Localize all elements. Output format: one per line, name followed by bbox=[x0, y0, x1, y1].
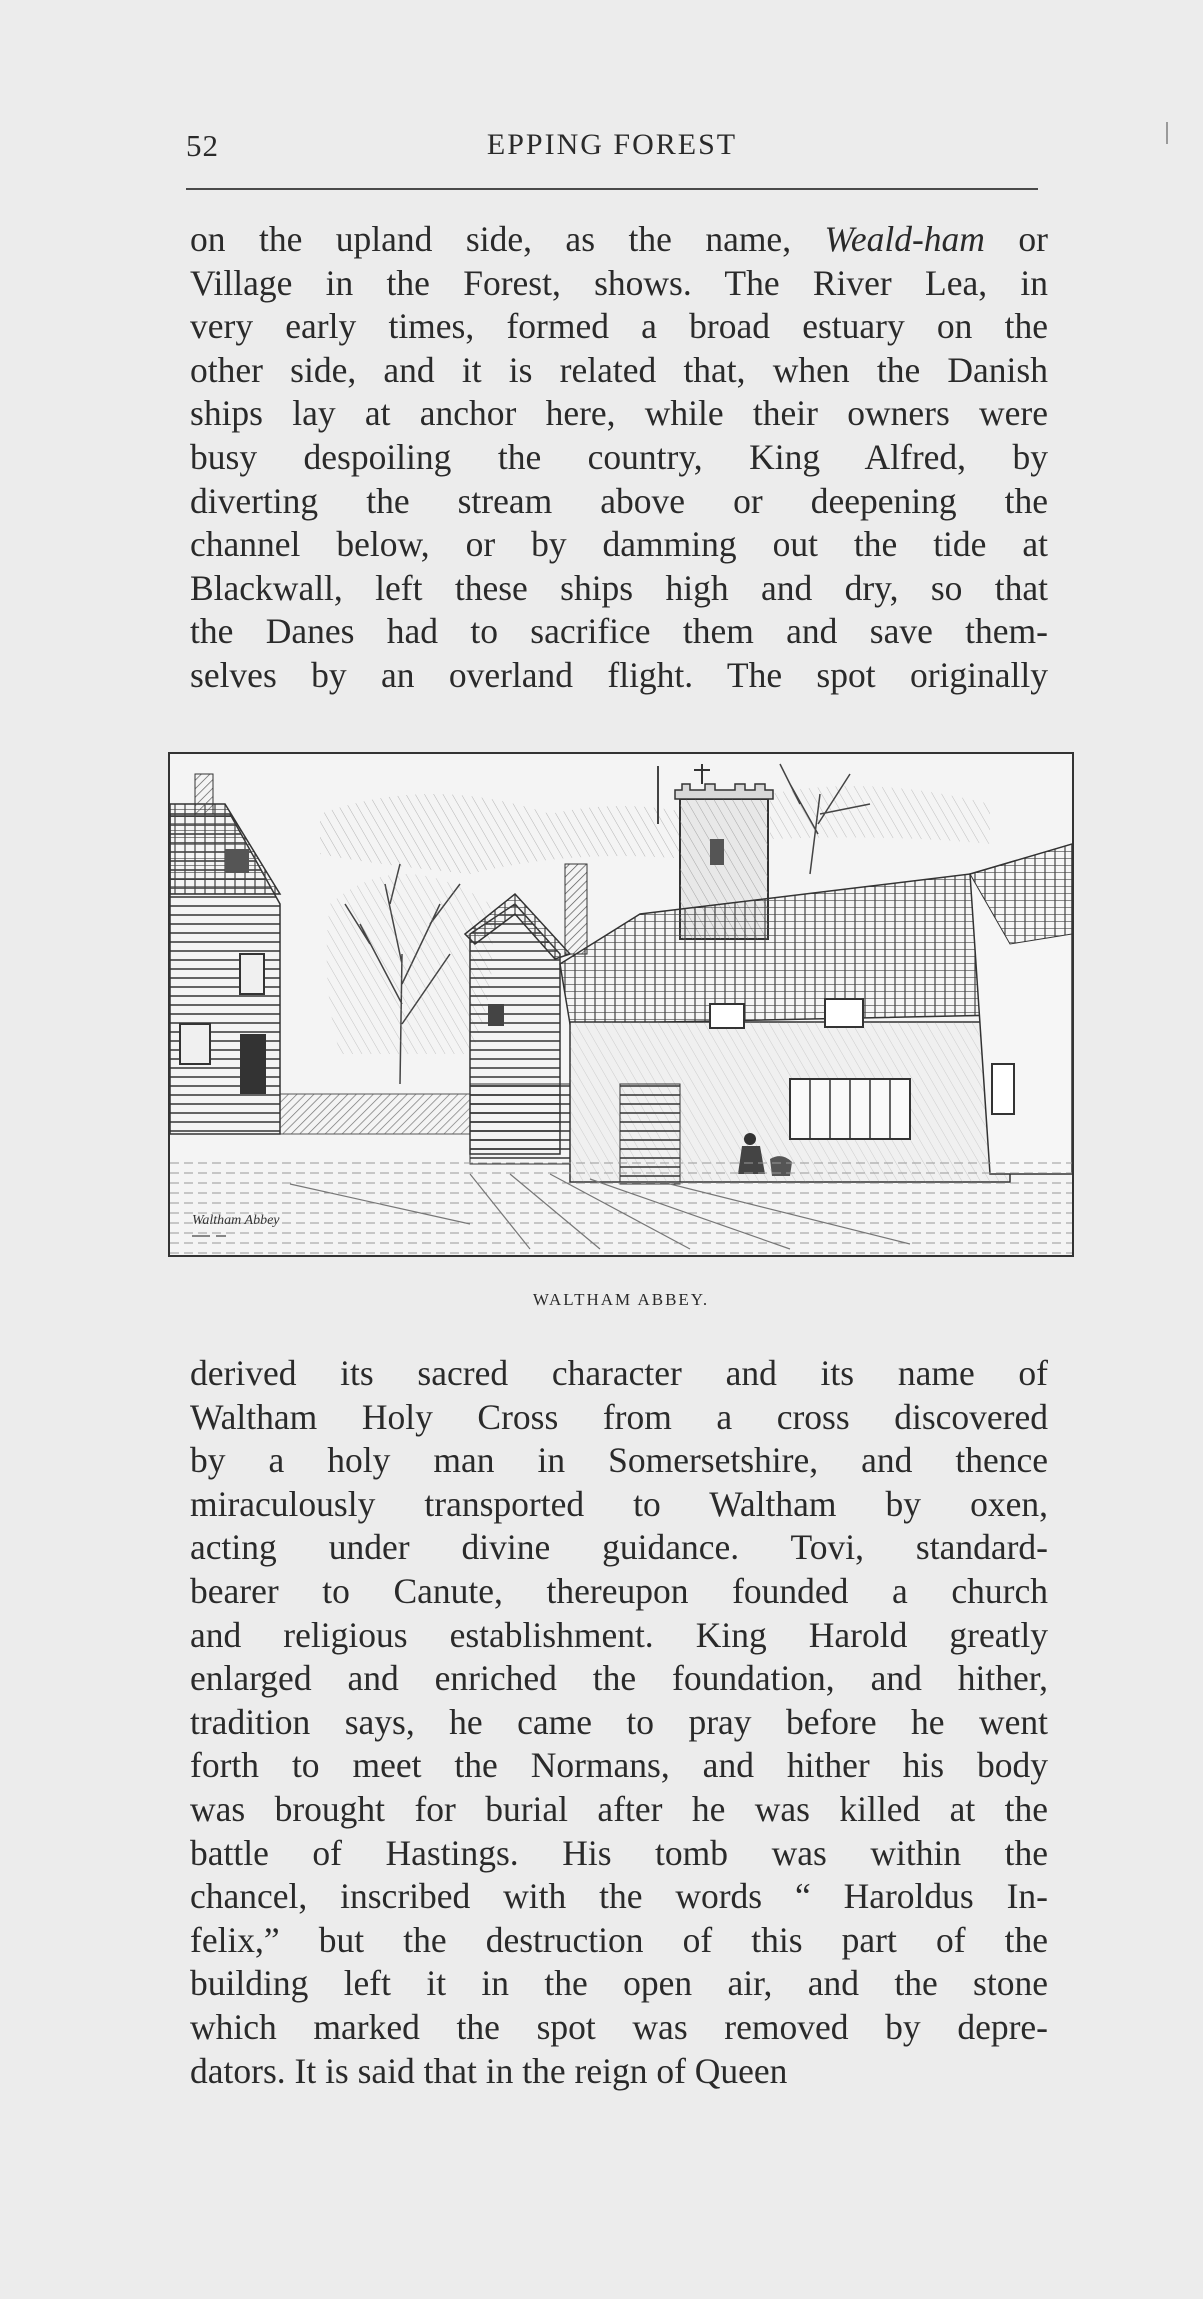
text-line: and religious establishment. King Harold greatly bbox=[190, 1614, 1048, 1655]
engraving-illustration bbox=[170, 754, 1072, 1255]
running-head bbox=[186, 128, 1038, 168]
text-line: very early times, formed a broad estuary on the bbox=[190, 306, 1048, 347]
engraving-waltham-abbey bbox=[168, 752, 1074, 1257]
text-line: forth to meet the Normans, and hither his body bbox=[190, 1745, 1048, 1786]
text-line: which marked the spot was removed by depre- bbox=[190, 2006, 1048, 2047]
figure-caption: WALTHAM ABBEY. bbox=[532, 1290, 710, 1309]
text-line: acting under divine guidance. Tovi, standard- bbox=[190, 1527, 1048, 1568]
page-number: 52 bbox=[186, 128, 219, 163]
artist-signature: Waltham Abbey bbox=[192, 1213, 280, 1228]
text-line: Waltham Holy Cross from a cross discovered bbox=[190, 1396, 1048, 1437]
italic-term: Weald-ham bbox=[824, 219, 985, 259]
text-line: derived its sacred character and its name of bbox=[190, 1353, 1048, 1393]
text-line: tradition says, he came to pray before he went bbox=[190, 1701, 1048, 1742]
header-rule bbox=[186, 188, 1038, 190]
text-line: other side, and it is related that, when the Danish bbox=[190, 349, 1048, 390]
text-line: battle of Hastings. His tomb was within the bbox=[190, 1832, 1048, 1873]
text-line: bearer to Canute, thereupon founded a church bbox=[190, 1570, 1048, 1611]
text-line: by a holy man in Somersetshire, and thence bbox=[190, 1440, 1048, 1481]
text-line: chancel, inscribed with the words “ Haroldus In- bbox=[190, 1876, 1048, 1917]
body-text-bottom bbox=[190, 1352, 1048, 2093]
text-line: was brought for burial after he was killed at the bbox=[190, 1788, 1048, 1829]
text-line: Village in the Forest, shows. The River Lea, in bbox=[190, 262, 1048, 303]
text-line: Blackwall, left these ships high and dry, so that bbox=[190, 567, 1048, 608]
text-line: channel below, or by damming out the tide at bbox=[190, 524, 1048, 565]
text-line: enlarged and enriched the foundation, and hither, bbox=[190, 1658, 1048, 1699]
body-text-top bbox=[190, 218, 1048, 698]
margin-mark bbox=[1166, 122, 1168, 144]
text-line: dators. It is said that in the reign of Queen bbox=[190, 2050, 788, 2091]
text-line: diverting the stream above or deepening the bbox=[190, 480, 1048, 521]
text-line: selves by an overland flight. The spot originally bbox=[190, 654, 1048, 695]
text-line: felix,” but the destruction of this part of the bbox=[190, 1919, 1048, 1960]
text-line: ships lay at anchor here, while their owners were bbox=[190, 393, 1048, 434]
text-line: the Danes had to sacrifice them and save them- bbox=[190, 611, 1048, 652]
running-title: EPPING FOREST bbox=[486, 128, 738, 161]
text-line: miraculously transported to Waltham by oxen, bbox=[190, 1483, 1048, 1524]
text-line: on the upland side, as the name, Weald-ham or bbox=[190, 219, 1048, 259]
text-line: busy despoiling the country, King Alfred, by bbox=[190, 436, 1048, 477]
text-line: building left it in the open air, and the stone bbox=[190, 1963, 1048, 2004]
